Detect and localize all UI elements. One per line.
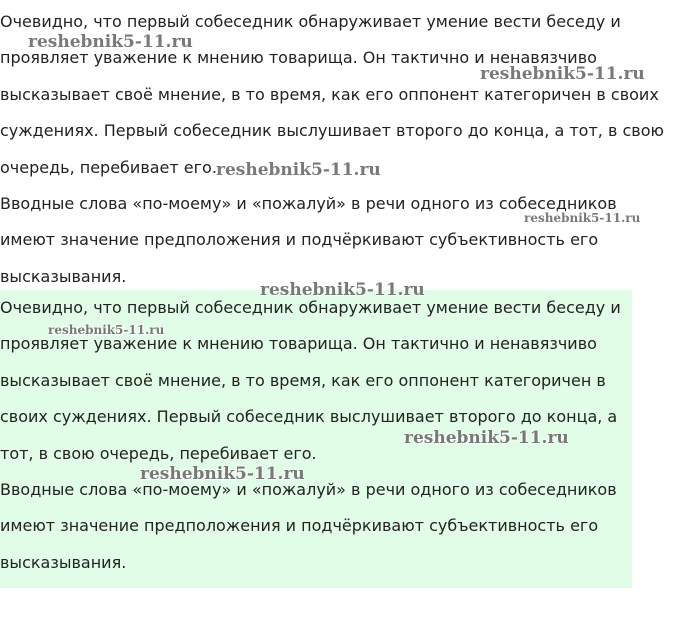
watermark: reshebnik5-11.ru xyxy=(216,160,381,180)
paragraph-analysis: Очевидно, что первый собеседник обнаруживает умение вести беседу и проявляет уважение к мнению товарища. Он тактично и ненавязчиво высказывает своё мнение, в то время, как его оппонент категоричен в своих суждениях. Первый собеседник выслушивает второго до конца, а тот, в свою очередь, перебивает его. xyxy=(0,298,621,463)
watermark: reshebnik5-11.ru xyxy=(404,428,569,448)
watermark: reshebnik5-11.ru xyxy=(260,280,425,300)
paragraph-introductory-words: Вводные слова «по-моему» и «пожалуй» в речи одного из собеседников имеют значение предположения и подчёркивают субъективность его высказывания. xyxy=(0,194,617,286)
watermark: reshebnik5-11.ru xyxy=(28,32,193,52)
watermark: reshebnik5-11.ru xyxy=(48,323,165,337)
watermark: reshebnik5-11.ru xyxy=(480,64,645,84)
paragraph-analysis: Очевидно, что первый собеседник обнаруживает умение вести беседу и проявляет уважение к мнению товарища. Он тактично и ненавязчиво высказывает своё мнение, в то время, как его оппонент категоричен в своих суждениях. Первый собеседник выслушивает второго до конца, а тот, в свою очередь, перебивает его. xyxy=(0,12,664,177)
watermark: reshebnik5-11.ru xyxy=(524,211,641,225)
watermark: reshebnik5-11.ru xyxy=(140,464,305,484)
paragraph-introductory-words: Вводные слова «по-моему» и «пожалуй» в речи одного из собеседников имеют значение предположения и подчёркивают субъективность его высказывания. xyxy=(0,480,617,572)
